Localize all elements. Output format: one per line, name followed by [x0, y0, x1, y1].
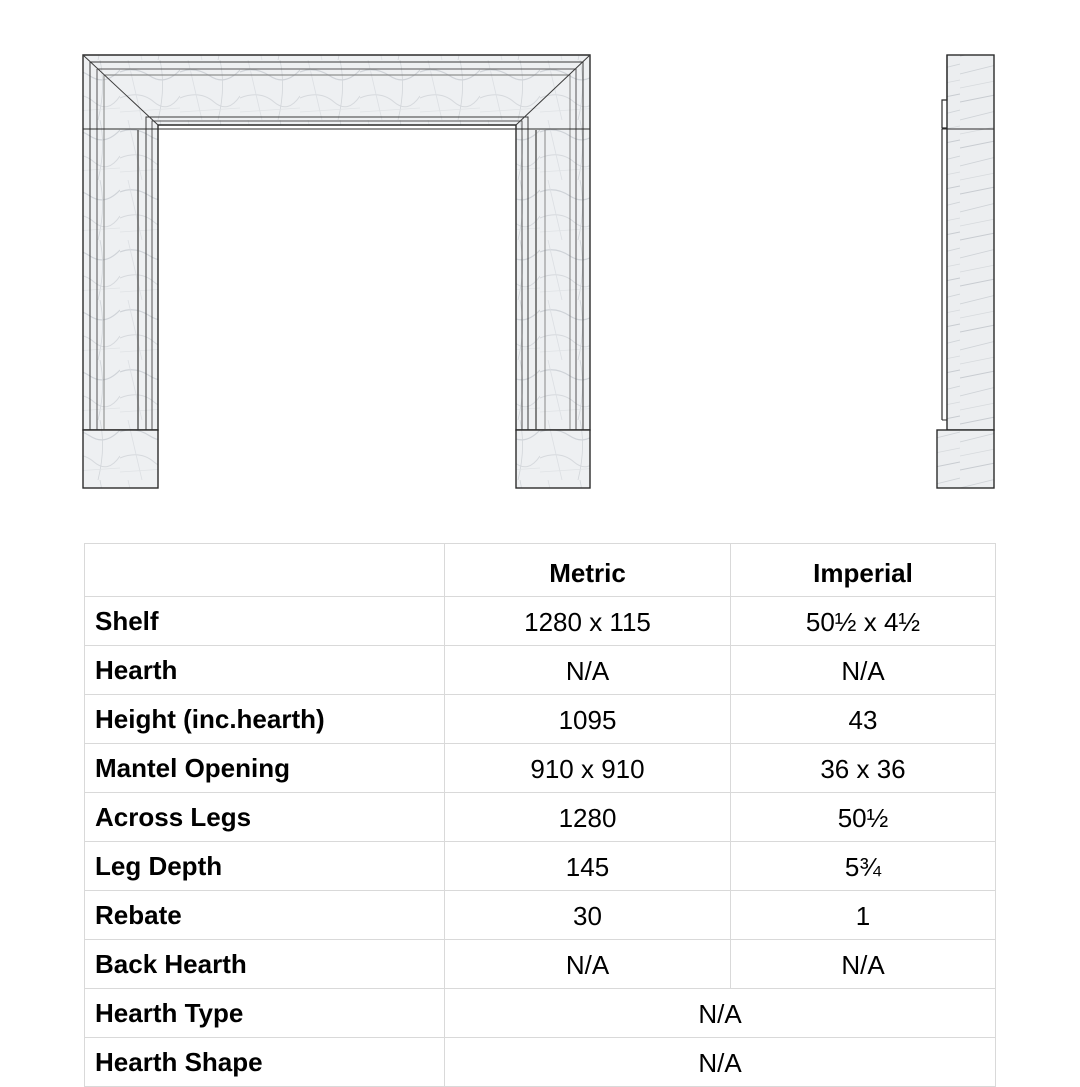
metric-value: N/A	[445, 940, 731, 989]
row-label: Across Legs	[85, 793, 445, 842]
header-metric: Metric	[445, 544, 731, 597]
table-row	[85, 597, 996, 646]
metric-value: 30	[445, 891, 731, 940]
imperial-value: 50½	[731, 793, 996, 842]
metric-value: N/A	[445, 646, 731, 695]
table-row	[85, 891, 996, 940]
side-elevation	[937, 55, 994, 488]
fireplace-drawings	[0, 0, 1080, 520]
metric-value: 1095	[445, 695, 731, 744]
imperial-value: 1	[731, 891, 996, 940]
merged-value: N/A	[445, 989, 996, 1038]
table-row	[85, 646, 996, 695]
metric-value: 910 x 910	[445, 744, 731, 793]
imperial-value: 43	[731, 695, 996, 744]
row-label: Back Hearth	[85, 940, 445, 989]
metric-value: 1280 x 115	[445, 597, 731, 646]
row-label: Rebate	[85, 891, 445, 940]
row-label: Hearth	[85, 646, 445, 695]
metric-value: 1280	[445, 793, 731, 842]
table-row	[85, 695, 996, 744]
header-blank-cell	[85, 544, 445, 597]
metric-value: 145	[445, 842, 731, 891]
row-label: Height (inc.hearth)	[85, 695, 445, 744]
imperial-value: 50½ x 4½	[731, 597, 996, 646]
front-elevation	[83, 55, 590, 488]
merged-value: N/A	[445, 1038, 996, 1087]
table-row	[85, 842, 996, 891]
table-row	[85, 744, 996, 793]
imperial-value: N/A	[731, 940, 996, 989]
table-header-row	[85, 544, 996, 597]
table-row	[85, 793, 996, 842]
header-imperial: Imperial	[731, 544, 996, 597]
table-row-merged	[85, 1038, 996, 1087]
spec-table	[84, 543, 996, 1087]
table-row-merged	[85, 989, 996, 1038]
imperial-value: 36 x 36	[731, 744, 996, 793]
row-label: Shelf	[85, 597, 445, 646]
row-label: Hearth Shape	[85, 1038, 445, 1087]
imperial-value: N/A	[731, 646, 996, 695]
imperial-value: 5¾	[731, 842, 996, 891]
row-label: Hearth Type	[85, 989, 445, 1038]
row-label: Leg Depth	[85, 842, 445, 891]
table-row	[85, 940, 996, 989]
row-label: Mantel Opening	[85, 744, 445, 793]
